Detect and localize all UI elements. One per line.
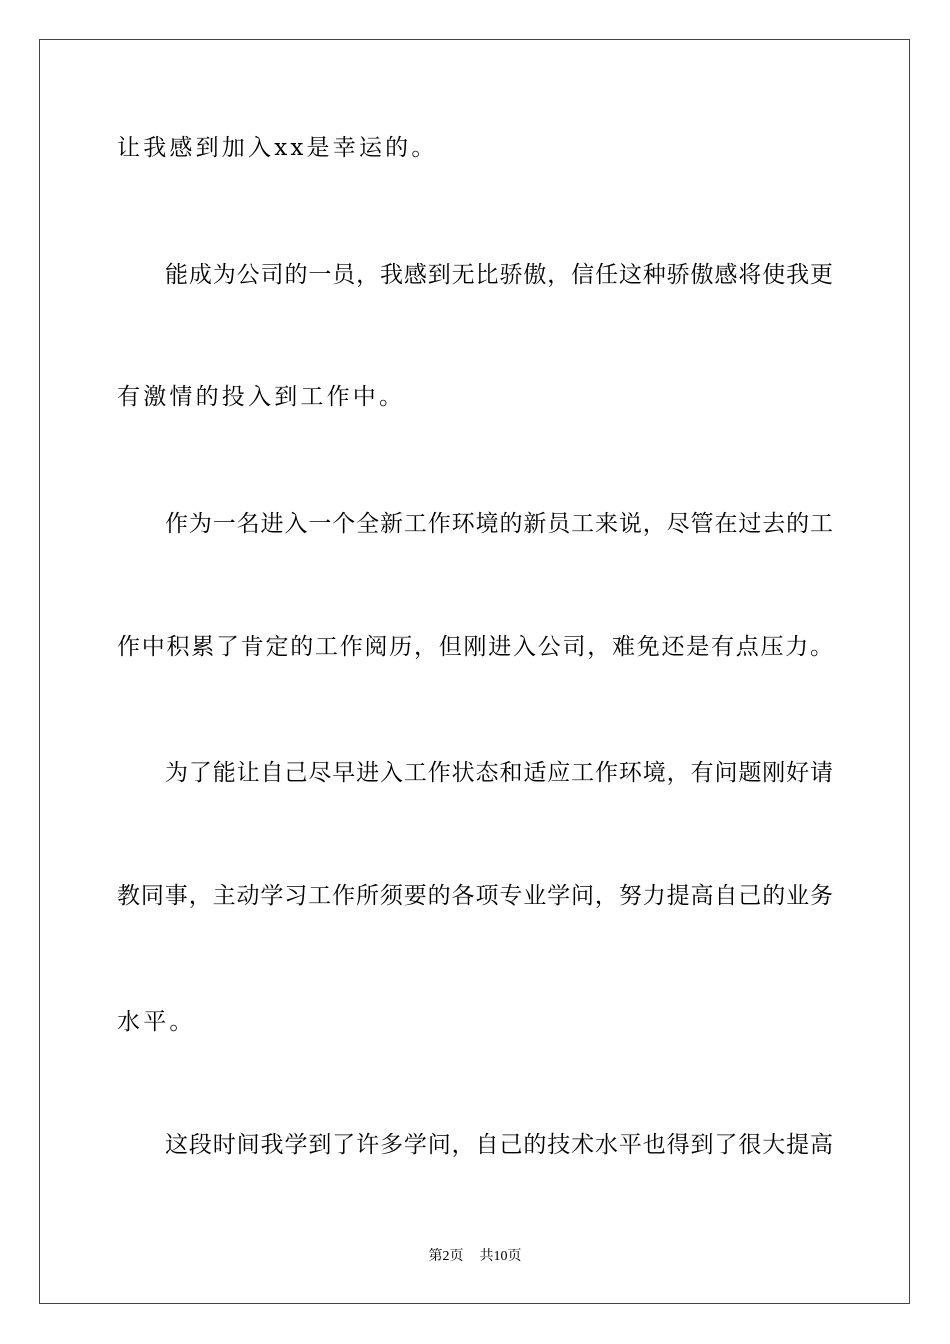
text-line-9: 这段时间我学到了许多学问，自己的技术水平也得到了很大提高 — [165, 1132, 833, 1158]
text-line-2: 能成为公司的一员，我感到无比骄傲，信任这种骄傲感将使我更 — [165, 262, 833, 288]
page-number: 第2页 — [428, 1249, 464, 1264]
page-total: 共10页 — [479, 1249, 522, 1264]
text-line-6: 为了能让自己尽早进入工作状态和适应工作环境，有问题刚好请 — [165, 760, 833, 786]
page-footer — [0, 1248, 950, 1266]
text-line-7: 教同事，主动学习工作所须要的各项专业学问，努力提高自己的业务 — [117, 883, 833, 909]
text-line-1: 让我感到加入xx是幸运的。 — [117, 135, 438, 161]
text-line-3: 有激情的投入到工作中。 — [117, 384, 406, 410]
text-line-5: 作中积累了肯定的工作阅历，但刚进入公司，难免还是有点压力。 — [117, 634, 833, 660]
text-line-4: 作为一名进入一个全新工作环境的新员工来说，尽管在过去的工 — [165, 511, 833, 537]
text-line-8: 水平。 — [117, 1009, 196, 1035]
page-border — [39, 39, 910, 1304]
